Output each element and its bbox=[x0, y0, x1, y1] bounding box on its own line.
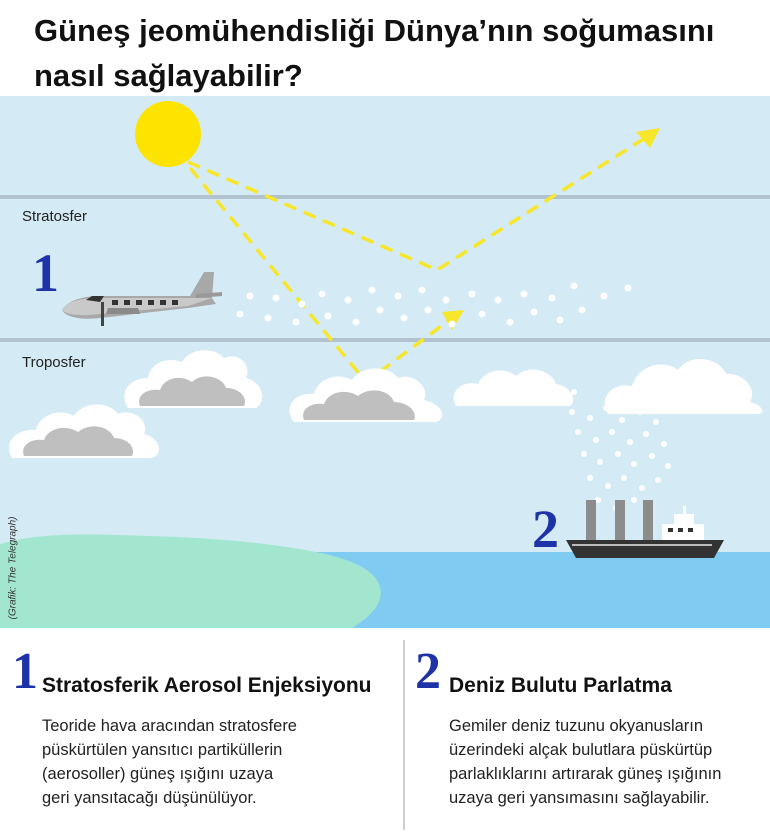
section-2-text bbox=[449, 714, 721, 810]
illustration-canvas bbox=[0, 96, 770, 628]
ship-chimney-1 bbox=[586, 500, 596, 544]
section-2-number: 2 bbox=[415, 643, 441, 700]
section-1-heading: Stratosferik Aerosol Enjeksiyonu bbox=[42, 674, 372, 697]
section-1 bbox=[0, 628, 400, 834]
section-2-line-2: üzerindeki alçak bulutlara püskürtüp bbox=[449, 741, 713, 759]
section-1-line-4: geri yansıtacağı düşünülüyor. bbox=[42, 789, 257, 807]
title-line-1: Güneş jeomühendisliği Dünya’nın soğumasını bbox=[34, 13, 715, 48]
section-2-line-1: Gemiler deniz tuzunu okyanusların bbox=[449, 717, 704, 735]
section-2-line-4: uzaya geri yansımasını sağlayabilir. bbox=[449, 789, 710, 807]
sun bbox=[135, 101, 201, 167]
ship-chimney-2 bbox=[615, 500, 625, 544]
section-1-text bbox=[42, 714, 297, 810]
stratosphere-boundary-line bbox=[0, 195, 770, 199]
section-2-heading: Deniz Bulutu Parlatma bbox=[449, 674, 672, 697]
stratosphere-label: Stratosfer bbox=[22, 208, 88, 225]
section-1-line-1: Teoride hava aracından stratosfere bbox=[42, 717, 297, 735]
explanation-panel bbox=[0, 628, 770, 834]
section-2 bbox=[405, 628, 770, 834]
section-1-number: 1 bbox=[12, 643, 38, 700]
page-title bbox=[34, 8, 754, 98]
marker-number-2: 2 bbox=[532, 499, 559, 559]
troposphere-label: Troposfer bbox=[22, 354, 86, 371]
illustration bbox=[0, 96, 770, 628]
troposphere-boundary-line bbox=[0, 338, 770, 342]
marker-number-1: 1 bbox=[32, 243, 59, 303]
ship-chimney-3 bbox=[643, 500, 653, 544]
ship-hull bbox=[566, 540, 724, 558]
section-1-line-2: püskürtülen yansıtıcı partiküllerin bbox=[42, 741, 283, 759]
graphic-credit: (Grafik: The Telegraph) bbox=[7, 516, 19, 620]
section-2-line-3: parlaklıklarını artırarak güneş ışığının bbox=[449, 765, 722, 783]
section-1-line-3: (aerosoller) güneş ışığını uzaya bbox=[42, 765, 274, 783]
title-line-2: nasıl sağlayabilir? bbox=[34, 58, 303, 93]
